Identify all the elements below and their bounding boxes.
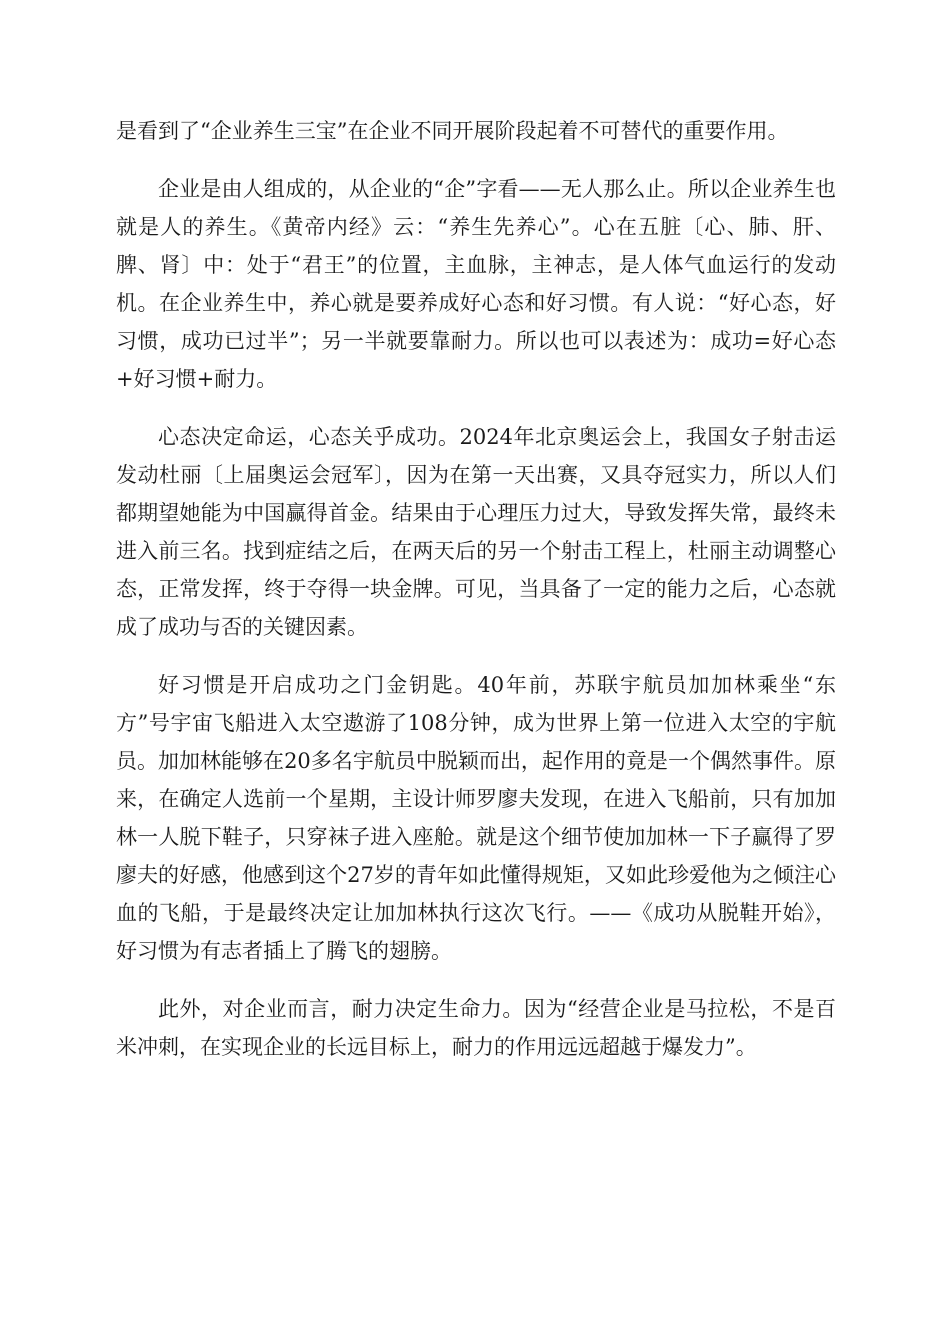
paragraph-2: 企业是由人组成的，从企业的“企”字看——无人那么止。所以企业养生也就是人的养生。《黄帝内经》云：“养生先养心”。心在五脏〔心、肺、肝、脾、肾〕中：处于“君王”的位置，主血脉，主神志，是人体气血运行的发动机。在企业养生中，养心就是要养成好心态和好习惯。有人说：“好心态，好习惯，成功已过半”；另一半就要靠耐力。所以也可以表述为：成功=好心态+好习惯+耐力。 [116,177,836,391]
paragraph-4: 好习惯是开启成功之门金钥匙。40年前，苏联宇航员加加林乘坐“东方”号宇宙飞船进入太空遨游了108分钟，成为世界上第一位进入太空的宇航员。加加林能够在20多名宇航员中脱颖而出，起作用的竟是一个偶然事件。原来，在确定人选前一个星期，主设计师罗廖夫发现，在进入飞船前，只有加加林一人脱下鞋子，只穿袜子进入座舱。就是这个细节使加加林一下子赢得了罗廖夫的好感，他感到这个27岁的青年如此懂得规矩，又如此珍爱他为之倾注心血的飞船，于是最终决定让加加林执行这次飞行。——《成功从脱鞋开始》，好习惯为有志者插上了腾飞的翅膀。 [116,673,836,963]
paragraph-3: 心态决定命运，心态关乎成功。2024年北京奥运会上，我国女子射击运发动杜丽〔上届奥运会冠军〕，因为在第一天出赛，又具夺冠实力，所以人们都期望她能为中国赢得首金。结果由于心理压力过大，导致发挥失常，最终未进入前三名。找到症结之后，在两天后的另一个射击工程上，杜丽主动调整心态，正常发挥，终于夺得一块金牌。可见，当具备了一定的能力之后，心态就成了成功与否的关键因素。 [116,425,836,639]
paragraph-5: 此外，对企业而言，耐力决定生命力。因为“经营企业是马拉松，不是百米冲刺，在实现企业的长远目标上，耐力的作用远远超越于爆发力”。 [116,997,836,1059]
document-body [116,112,836,1086]
paragraph-1: 是看到了“企业养生三宝”在企业不同开展阶段起着不可替代的重要作用。 [116,119,789,143]
